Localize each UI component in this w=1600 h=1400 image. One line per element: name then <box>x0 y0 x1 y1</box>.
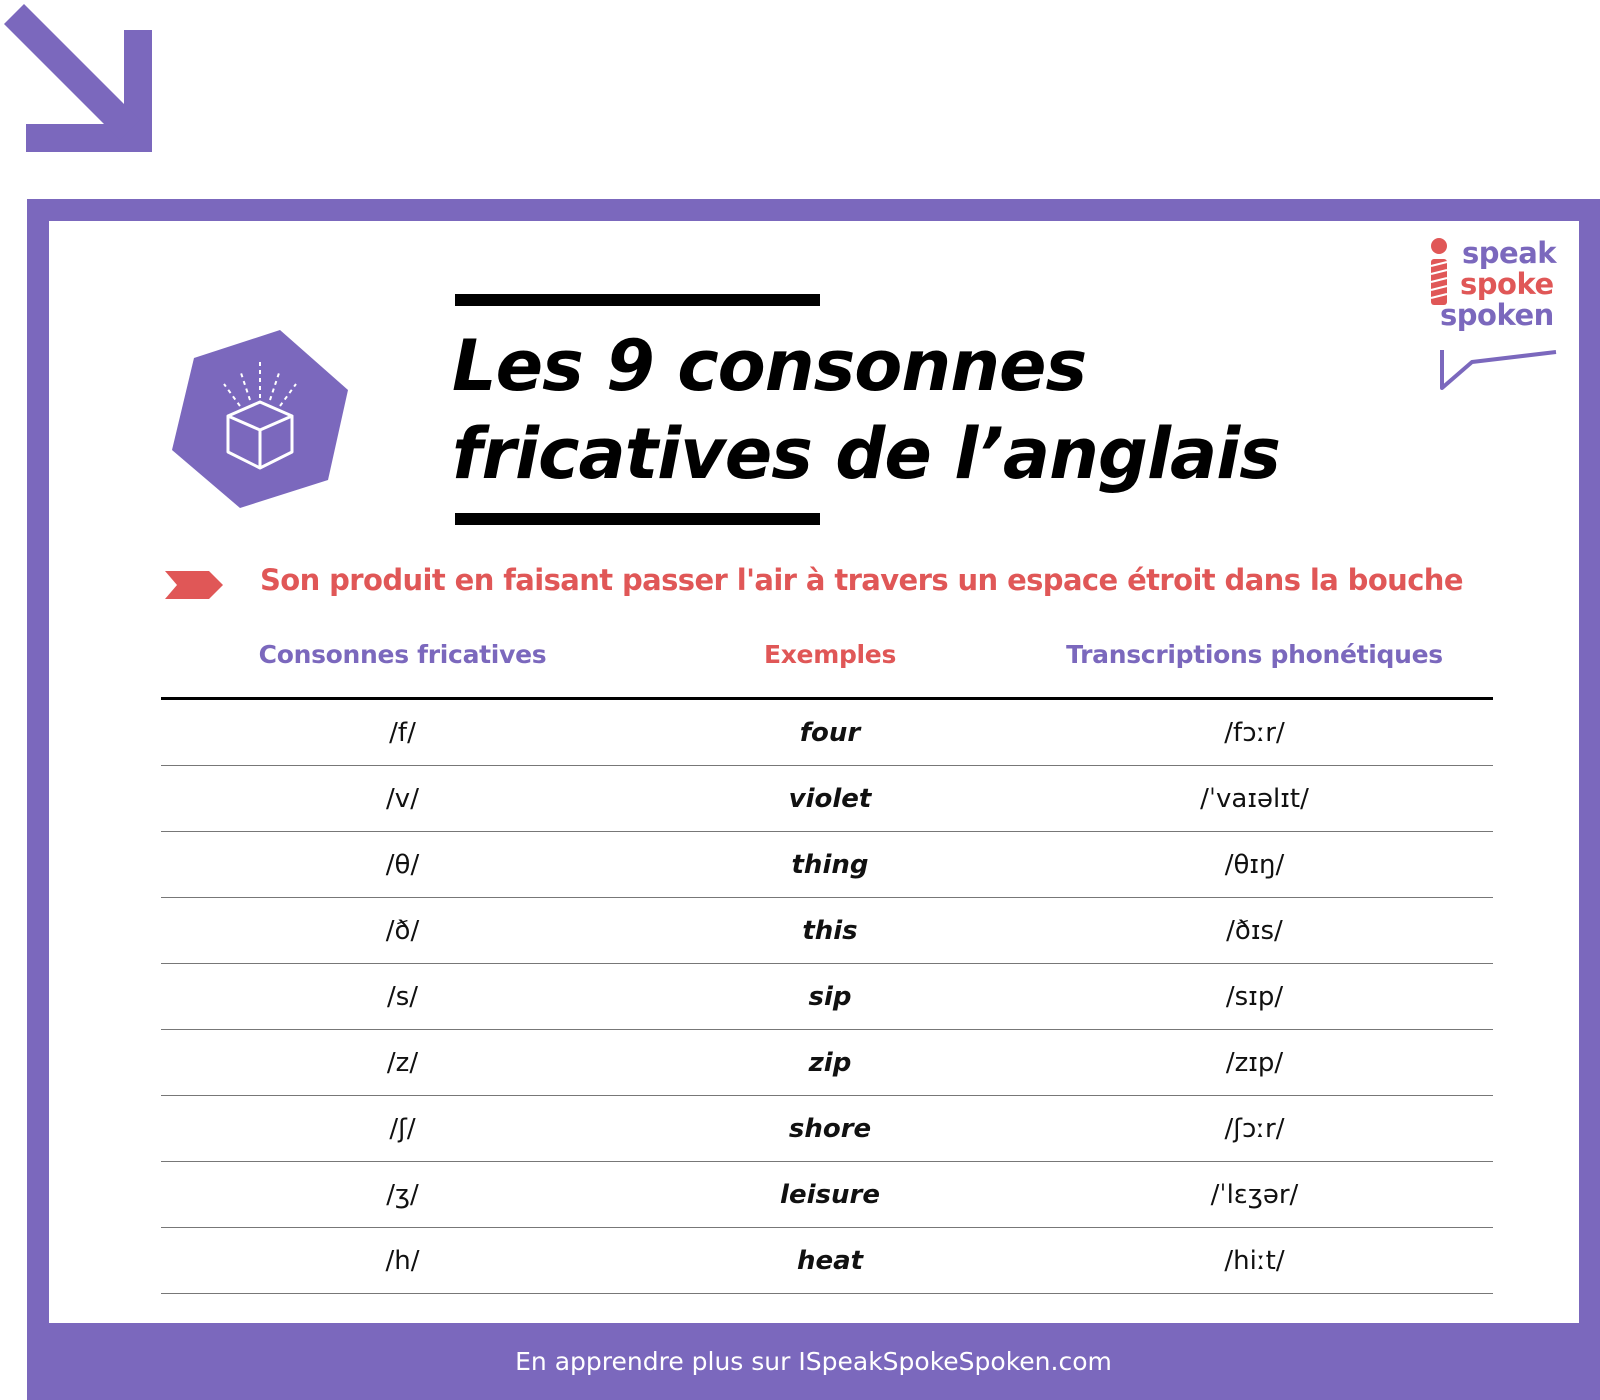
title-bar-bottom <box>455 513 820 525</box>
logo-word-speak: speak <box>1462 236 1557 270</box>
chevron-right-icon <box>165 569 225 601</box>
title-line-1: Les 9 consonnes <box>452 325 1087 407</box>
page-title <box>452 322 1280 498</box>
title-line-2: fricatives de l’anglais <box>452 413 1280 495</box>
transcription-cell: /θɪŋ/ <box>1224 849 1285 880</box>
transcription-cell: /sɪp/ <box>1225 981 1284 1012</box>
header-examples: Exemples <box>763 640 897 669</box>
logo-word-spoke: spoke <box>1460 267 1554 301</box>
consonant-cell: /z/ <box>386 1047 419 1078</box>
transcription-cell: /fɔːr/ <box>1224 717 1285 748</box>
table-header <box>161 640 1493 700</box>
example-cell: heat <box>796 1245 864 1276</box>
consonant-cell: /θ/ <box>385 849 420 880</box>
fricatives-table <box>161 640 1493 1294</box>
consonant-cell: /f/ <box>389 717 416 748</box>
table-row <box>161 832 1493 898</box>
example-cell: sip <box>808 981 852 1012</box>
transcription-cell: /hiːt/ <box>1224 1245 1285 1276</box>
consonant-cell: /h/ <box>385 1245 420 1276</box>
example-cell: this <box>802 915 858 946</box>
title-bar-top <box>455 294 820 306</box>
arrow-down-right-icon <box>0 0 160 160</box>
logo <box>1428 236 1558 396</box>
example-cell: leisure <box>780 1179 880 1210</box>
header-consonants: Consonnes fricatives <box>258 640 547 669</box>
consonant-cell: /ð/ <box>385 915 420 946</box>
table-row <box>161 1030 1493 1096</box>
header-transcriptions: Transcriptions phonétiques <box>1066 640 1443 669</box>
transcription-cell: /ʃɔːr/ <box>1224 1113 1285 1144</box>
transcription-cell: /ðɪs/ <box>1226 915 1283 946</box>
consonant-cell: /v/ <box>386 783 419 814</box>
consonant-cell: /ʃ/ <box>389 1113 416 1144</box>
footer-link[interactable]: En apprendre plus sur ISpeakSpokeSpoken.com <box>515 1347 1112 1376</box>
consonant-cell: /s/ <box>386 981 419 1012</box>
table-row <box>161 1096 1493 1162</box>
open-box-sparkle-icon <box>170 328 350 508</box>
table-row <box>161 700 1493 766</box>
table-row <box>161 964 1493 1030</box>
definition-text: Son produit en faisant passer l'air à travers un espace étroit dans la bouche <box>260 563 1463 597</box>
example-cell: thing <box>791 849 869 880</box>
table-row <box>161 1162 1493 1228</box>
transcription-cell: /ˈvaɪəlɪt/ <box>1200 783 1309 814</box>
example-cell: zip <box>808 1047 852 1078</box>
consonant-cell: /ʒ/ <box>386 1179 419 1210</box>
example-cell: four <box>799 717 861 748</box>
example-cell: violet <box>788 783 872 814</box>
table-row <box>161 766 1493 832</box>
transcription-cell: /zɪp/ <box>1225 1047 1284 1078</box>
transcription-cell: /ˈlɛʒər/ <box>1210 1179 1299 1210</box>
table-row <box>161 898 1493 964</box>
table-row <box>161 1228 1493 1294</box>
example-cell: shore <box>788 1113 872 1144</box>
logo-word-spoken: spoken <box>1440 298 1554 332</box>
